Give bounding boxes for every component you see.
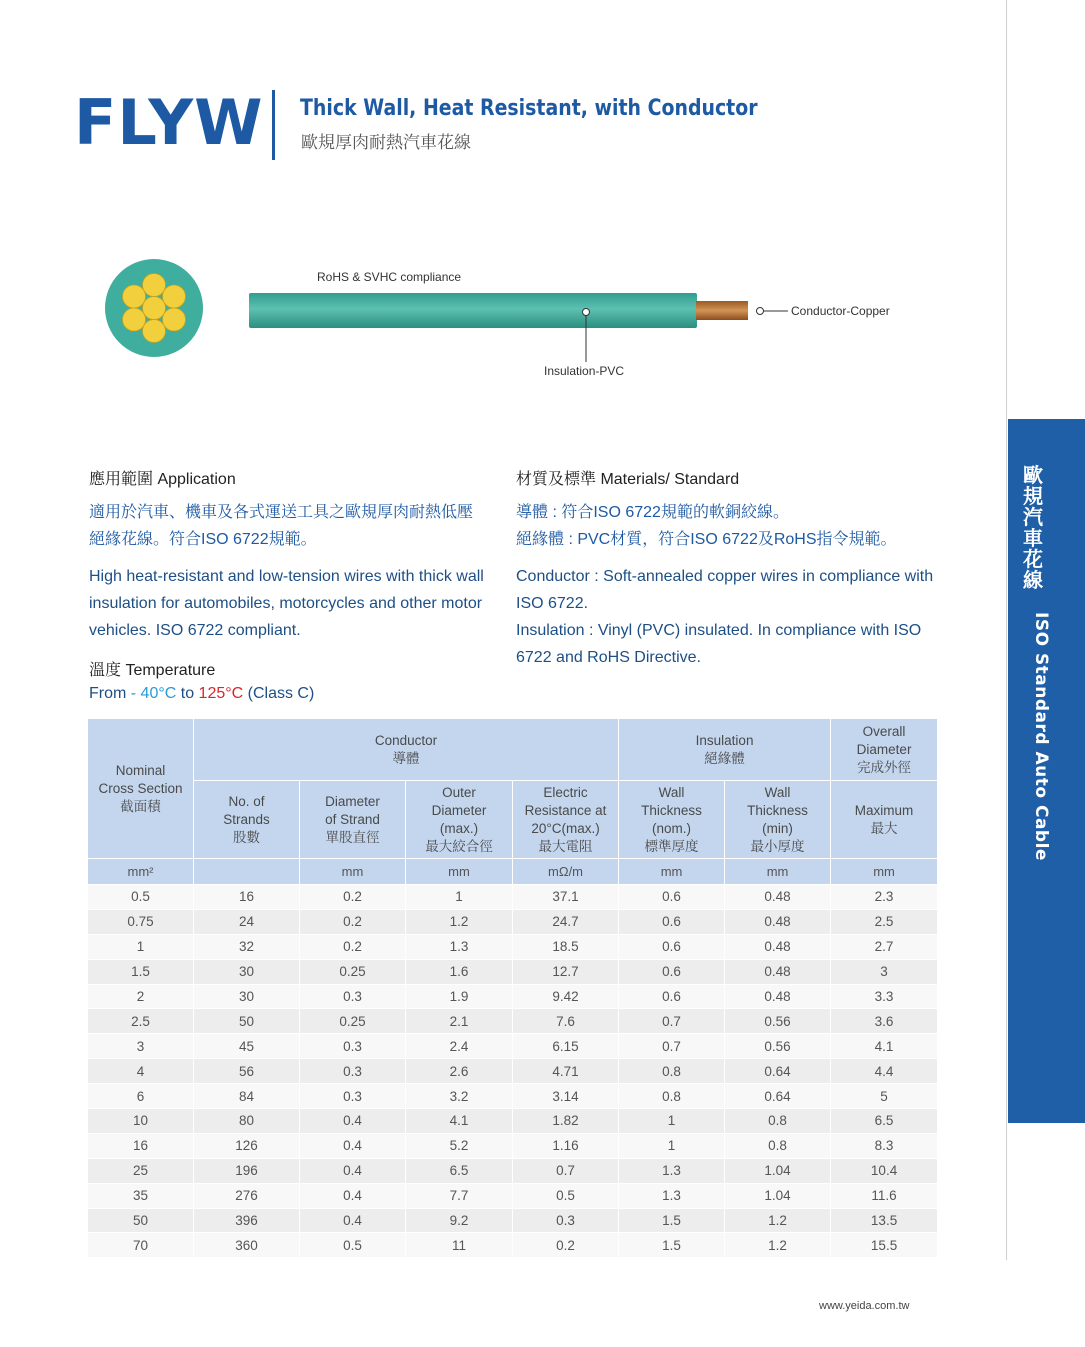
table-cell: 0.64: [725, 1059, 831, 1084]
column-header: No. of Strands 股數: [194, 781, 300, 859]
table-cell: 0.5: [88, 885, 194, 910]
table-row: [88, 885, 938, 910]
table-cell: 24: [194, 909, 300, 934]
table-cell: 5: [831, 1084, 938, 1109]
table-cell: 4.1: [831, 1034, 938, 1059]
table-cell: 84: [194, 1084, 300, 1109]
units-row: [88, 859, 938, 885]
table-cell: 9.2: [406, 1208, 513, 1233]
table-cell: 0.7: [513, 1158, 619, 1183]
table-cell: 1.2: [406, 909, 513, 934]
table-row: [88, 959, 938, 984]
table-cell: 1: [619, 1133, 725, 1158]
table-cell: 0.4: [300, 1158, 406, 1183]
application-text-en: High heat-resistant and low-tension wires with thick wall insulation for automobiles, motorcycles and other motor vehicles. ISO 6722 compliant.: [89, 568, 484, 639]
table-cell: 35: [88, 1183, 194, 1208]
table-cell: 0.48: [725, 909, 831, 934]
temperature-to-text: to: [176, 685, 199, 702]
temperature-class: (Class C): [243, 685, 315, 702]
table-cell: 3: [88, 1034, 194, 1059]
header-insulation-group: Insulation 絕緣體: [619, 719, 831, 781]
table-cell: 1.5: [88, 959, 194, 984]
table-cell: 45: [194, 1034, 300, 1059]
table-row: [88, 1034, 938, 1059]
table-cell: 0.8: [725, 1109, 831, 1134]
table-cell: 1.16: [513, 1133, 619, 1158]
table-cell: 1.2: [725, 1233, 831, 1258]
table-cell: 0.3: [300, 1059, 406, 1084]
table-cell: 1.2: [725, 1208, 831, 1233]
table-cell: 0.4: [300, 1109, 406, 1134]
table-cell: 56: [194, 1059, 300, 1084]
table-cell: 2.3: [831, 885, 938, 910]
table-cell: 6.5: [831, 1109, 938, 1134]
temperature-heading: 溫度 Temperature: [89, 662, 216, 679]
table-cell: 0.8: [619, 1084, 725, 1109]
table-cell: 0.4: [300, 1183, 406, 1208]
table-cell: 30: [194, 984, 300, 1009]
table-cell: 0.2: [300, 885, 406, 910]
table-cell: 276: [194, 1183, 300, 1208]
table-row: [88, 909, 938, 934]
table-row: [88, 1133, 938, 1158]
rohs-compliance-label: RoHS & SVHC compliance: [317, 270, 462, 284]
table-cell: 6.5: [406, 1158, 513, 1183]
table-row: [88, 1208, 938, 1233]
table-cell: 0.6: [619, 959, 725, 984]
header-conductor-group: Conductor 導體: [194, 719, 619, 781]
table-cell: 32: [194, 934, 300, 959]
application-text-zh: 適用於汽車、機車及各式運送工具之歐規厚肉耐熱低壓絕緣花線。符合ISO 6722規範。: [89, 504, 474, 548]
cable-side-view-icon: [248, 290, 908, 370]
column-header: Wall Thickness (min) 最小厚度: [725, 781, 831, 859]
table-cell: 0.25: [300, 959, 406, 984]
table-cell: 16: [88, 1133, 194, 1158]
table-cell: 16: [194, 885, 300, 910]
table-cell: 18.5: [513, 934, 619, 959]
table-cell: 2: [88, 984, 194, 1009]
table-cell: 0.2: [513, 1233, 619, 1258]
table-cell: 1.5: [619, 1208, 725, 1233]
table-cell: 10: [88, 1109, 194, 1134]
cable-cross-section-icon: [100, 258, 210, 362]
table-row: [88, 934, 938, 959]
table-cell: 70: [88, 1233, 194, 1258]
column-header: Outer Diameter (max.) 最大絞合徑: [406, 781, 513, 859]
table-cell: 0.7: [619, 1034, 725, 1059]
table-cell: 10.4: [831, 1158, 938, 1183]
table-cell: 24.7: [513, 909, 619, 934]
table-cell: 0.3: [300, 984, 406, 1009]
table-cell: 1.3: [619, 1158, 725, 1183]
table-cell: 126: [194, 1133, 300, 1158]
column-header: Wall Thickness (nom.) 標準厚度: [619, 781, 725, 859]
table-cell: 4.71: [513, 1059, 619, 1084]
temperature-low-value: - 40°C: [130, 685, 177, 702]
table-cell: 2.5: [88, 1009, 194, 1034]
table-cell: 0.4: [300, 1133, 406, 1158]
table-cell: 6: [88, 1084, 194, 1109]
unit-cell: mm: [619, 859, 725, 885]
table-cell: 1.04: [725, 1158, 831, 1183]
table-cell: 0.6: [619, 909, 725, 934]
page-divider-line: [1006, 0, 1007, 1260]
table-cell: 7.7: [406, 1183, 513, 1208]
table-cell: 50: [88, 1208, 194, 1233]
table-row: [88, 984, 938, 1009]
table-cell: 0.5: [513, 1183, 619, 1208]
table-cell: 1: [619, 1109, 725, 1134]
table-cell: 0.64: [725, 1084, 831, 1109]
materials-conductor-zh: 導體 : 符合ISO 6722規範的軟銅絞線。: [516, 504, 789, 521]
table-cell: 50: [194, 1009, 300, 1034]
table-cell: 2.7: [831, 934, 938, 959]
application-heading: 應用範圍 Application: [89, 471, 236, 488]
table-cell: 3.6: [831, 1009, 938, 1034]
column-header: Diameter of Strand 單股直徑: [300, 781, 406, 859]
table-cell: 0.75: [88, 909, 194, 934]
unit-cell: [194, 859, 300, 885]
insulation-label: Insulation-PVC: [544, 364, 625, 378]
table-cell: 1: [406, 885, 513, 910]
table-cell: 0.56: [725, 1034, 831, 1059]
materials-heading: 材質及標準 Materials/ Standard: [516, 471, 740, 488]
table-cell: 25: [88, 1158, 194, 1183]
unit-cell: mm: [300, 859, 406, 885]
table-cell: 1.5: [619, 1233, 725, 1258]
table-cell: 13.5: [831, 1208, 938, 1233]
table-cell: 9.42: [513, 984, 619, 1009]
table-cell: 0.5: [300, 1233, 406, 1258]
table-cell: 360: [194, 1233, 300, 1258]
table-cell: 0.56: [725, 1009, 831, 1034]
table-cell: 1.3: [406, 934, 513, 959]
table-cell: 15.5: [831, 1233, 938, 1258]
table-cell: 1.04: [725, 1183, 831, 1208]
unit-cell: mm: [725, 859, 831, 885]
table-cell: 3.14: [513, 1084, 619, 1109]
table-cell: 0.8: [725, 1133, 831, 1158]
temperature-range: [89, 685, 314, 703]
temperature-high-value: 125°C: [198, 685, 244, 702]
materials-insulation-en: Insulation : Vinyl (PVC) insulated. In compliance with ISO 6722 and RoHS Directive.: [516, 622, 922, 666]
table-cell: 0.8: [619, 1059, 725, 1084]
table-cell: 2.6: [406, 1059, 513, 1084]
table-cell: 11.6: [831, 1183, 938, 1208]
table-row: [88, 1233, 938, 1258]
table-row: [88, 1059, 938, 1084]
table-row: [88, 1183, 938, 1208]
table-row: [88, 1109, 938, 1134]
table-cell: 2.1: [406, 1009, 513, 1034]
table-cell: 5.2: [406, 1133, 513, 1158]
unit-cell: mm²: [88, 859, 194, 885]
specification-table: [87, 718, 938, 1258]
table-row: [88, 1084, 938, 1109]
table-cell: 0.25: [300, 1009, 406, 1034]
unit-cell: mm: [406, 859, 513, 885]
table-cell: 4.4: [831, 1059, 938, 1084]
table-cell: 1: [88, 934, 194, 959]
table-cell: 196: [194, 1158, 300, 1183]
table-cell: 0.6: [619, 984, 725, 1009]
table-cell: 3: [831, 959, 938, 984]
table-cell: 11: [406, 1233, 513, 1258]
product-code: FLYW: [74, 86, 264, 159]
table-cell: 8.3: [831, 1133, 938, 1158]
table-cell: 0.2: [300, 934, 406, 959]
table-cell: 2.5: [831, 909, 938, 934]
table-cell: 1.9: [406, 984, 513, 1009]
side-tab-label-en: ISO Standard Auto Cable: [1031, 612, 1051, 861]
table-cell: 4: [88, 1059, 194, 1084]
table-cell: 30: [194, 959, 300, 984]
table-cell: 2.4: [406, 1034, 513, 1059]
table-cell: 0.6: [619, 934, 725, 959]
product-title-en: Thick Wall, Heat Resistant, with Conductor: [300, 96, 758, 121]
unit-cell: mm: [831, 859, 938, 885]
column-header: Maximum 最大: [831, 781, 938, 859]
table-cell: 0.7: [619, 1009, 725, 1034]
conductor-label: Conductor-Copper: [791, 304, 890, 318]
table-cell: 0.3: [300, 1084, 406, 1109]
table-cell: 3.2: [406, 1084, 513, 1109]
table-cell: 1.82: [513, 1109, 619, 1134]
table-cell: 12.7: [513, 959, 619, 984]
materials-insulation-zh: 絕緣體 : PVC材質，符合ISO 6722及RoHS指令規範。: [516, 531, 897, 548]
table-cell: 0.48: [725, 934, 831, 959]
table-row: [88, 1009, 938, 1034]
materials-conductor-en: Conductor : Soft-annealed copper wires in compliance with ISO 6722.: [516, 568, 934, 612]
table-cell: 0.3: [513, 1208, 619, 1233]
table-cell: 0.4: [300, 1208, 406, 1233]
table-cell: 80: [194, 1109, 300, 1134]
table-cell: 4.1: [406, 1109, 513, 1134]
table-row: [88, 1158, 938, 1183]
table-cell: 6.15: [513, 1034, 619, 1059]
table-cell: 0.6: [619, 885, 725, 910]
table-cell: 1.3: [619, 1183, 725, 1208]
table-cell: 1.6: [406, 959, 513, 984]
table-cell: 0.2: [300, 909, 406, 934]
unit-cell: mΩ/m: [513, 859, 619, 885]
table-cell: 7.6: [513, 1009, 619, 1034]
product-title-zh: 歐規厚肉耐熱汽車花線: [301, 133, 471, 152]
footer-website-url: www.yeida.com.tw: [819, 1300, 910, 1312]
header-separator: [272, 90, 275, 160]
table-cell: 37.1: [513, 885, 619, 910]
temperature-from-text: From: [89, 685, 131, 702]
table-cell: 0.48: [725, 984, 831, 1009]
header-overall-diameter-group: Overall Diameter 完成外徑: [831, 719, 938, 781]
header-nominal-cross-section: Nominal Cross Section 截面積: [88, 719, 194, 859]
table-cell: 3.3: [831, 984, 938, 1009]
table-cell: 0.48: [725, 885, 831, 910]
side-tab-label-zh: 歐 規 汽 車 花 線: [1023, 465, 1043, 592]
table-cell: 396: [194, 1208, 300, 1233]
column-header: Electric Resistance at 20°C(max.) 最大電阻: [513, 781, 619, 859]
table-cell: 0.48: [725, 959, 831, 984]
table-cell: 0.3: [300, 1034, 406, 1059]
